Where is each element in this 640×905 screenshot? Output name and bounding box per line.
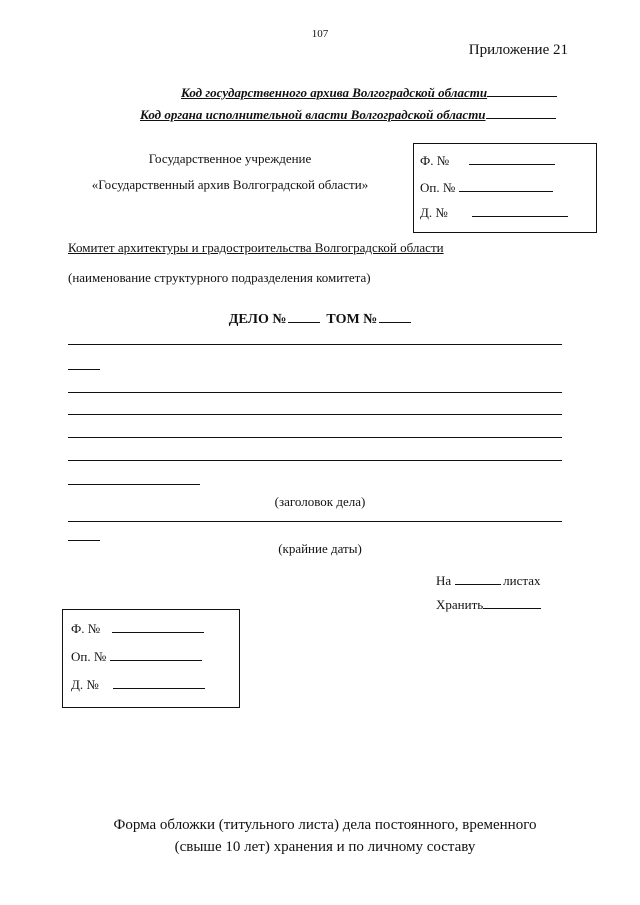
- bottom-delo-field: [71, 676, 205, 693]
- top-opis-field: [420, 179, 553, 196]
- title-line-4: [68, 414, 562, 415]
- title-line-7: [68, 484, 200, 485]
- sheets-count-line: [436, 572, 541, 589]
- annex-label: Приложение 21: [468, 42, 568, 58]
- title-line-2: [68, 369, 100, 370]
- form-description-line-2: (свыше 10 лет) хранения и по личному составу: [174, 839, 476, 855]
- bottom-delo-blank: [113, 676, 205, 689]
- archive-code-blank: [487, 84, 557, 97]
- sheets-blank: [455, 572, 501, 585]
- title-caption: (заголовок дела): [274, 494, 366, 509]
- page-number: 107: [311, 28, 329, 40]
- case-number-label: ДЕЛО №: [228, 312, 287, 327]
- archive-code-label: Код государственного архива Волгоградской области: [181, 85, 488, 100]
- executive-code-blank: [486, 106, 556, 119]
- institution-line-2: «Государственный архив Волгоградской области»: [91, 177, 369, 192]
- top-fond-label: Ф. №: [420, 153, 450, 168]
- form-description-line-1: Форма обложки (титульного листа) дела постоянного, временного: [113, 817, 537, 833]
- keep-label: Хранить: [436, 597, 484, 612]
- top-fond-blank: [469, 152, 555, 165]
- form-description: [60, 814, 590, 858]
- dates-line-1: [68, 521, 562, 522]
- title-line-6: [68, 460, 562, 461]
- title-line-3: [68, 392, 562, 393]
- case-number-blank: [288, 310, 320, 323]
- bottom-fond-label: Ф. №: [71, 621, 101, 636]
- bottom-opis-label: Оп. №: [71, 649, 107, 664]
- volume-number-blank: [379, 310, 411, 323]
- dates-caption: (крайние даты): [278, 541, 362, 556]
- institution-line-1: Государственное учреждение: [148, 151, 312, 166]
- archive-code-line: [181, 84, 557, 101]
- executive-code-label: Код органа исполнительной власти Волгоградской области: [140, 107, 486, 122]
- case-heading: [0, 310, 640, 328]
- archive-codes-box: [413, 143, 597, 233]
- top-delo-label: Д. №: [420, 205, 448, 220]
- top-opis-blank: [459, 179, 553, 192]
- top-opis-label: Оп. №: [420, 180, 456, 195]
- sheets-prefix: На: [436, 573, 452, 588]
- codes-box-bottom: [62, 609, 240, 708]
- title-line-5: [68, 437, 562, 438]
- sheets-suffix: листах: [503, 573, 541, 588]
- bottom-fond-blank: [112, 620, 204, 633]
- institution-block: [80, 146, 380, 198]
- title-line-1: [68, 344, 562, 345]
- bottom-fond-field: [71, 620, 204, 637]
- top-delo-blank: [472, 204, 568, 217]
- volume-number-label: ТОМ №: [326, 312, 378, 327]
- bottom-opis-field: [71, 648, 202, 665]
- committee-name: Комитет архитектуры и градостроительства Волгоградской области: [68, 240, 444, 255]
- unit-note: (наименование структурного подразделения комитета): [68, 270, 371, 285]
- keep-line: [436, 596, 541, 613]
- top-delo-field: [420, 204, 568, 221]
- bottom-opis-blank: [110, 648, 202, 661]
- executive-code-line: [140, 106, 556, 123]
- keep-blank: [483, 596, 541, 609]
- top-fond-field: [420, 152, 555, 169]
- bottom-delo-label: Д. №: [71, 677, 99, 692]
